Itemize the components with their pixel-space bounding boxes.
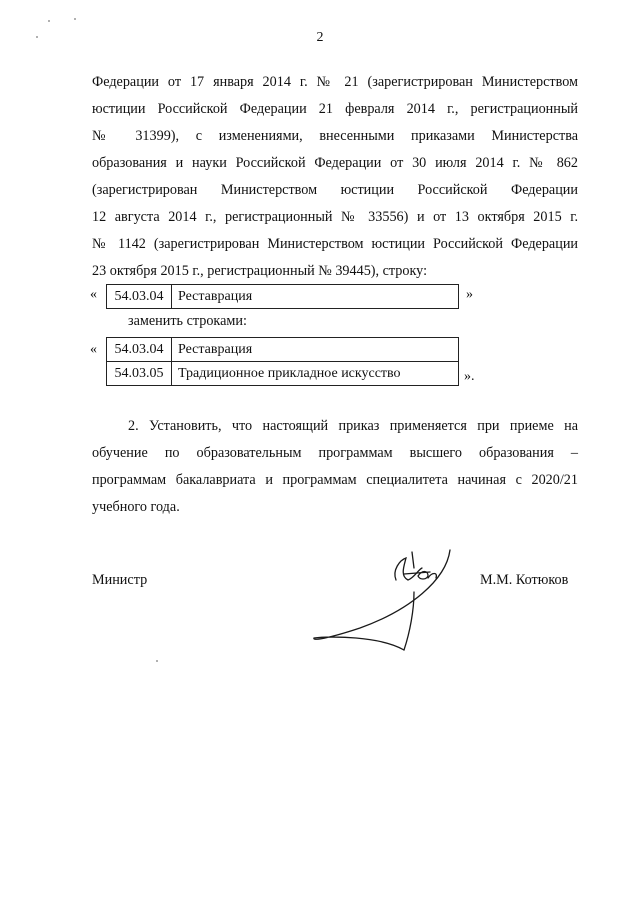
signatory-title: Министр [92, 572, 148, 588]
program-name: Реставрация [172, 285, 459, 309]
open-quote: « [90, 287, 97, 302]
program-code: 54.03.04 [107, 285, 172, 309]
table-new-rows [106, 337, 459, 386]
replace-label: заменить строками: [128, 313, 247, 329]
program-code: 54.03.05 [107, 362, 172, 386]
paragraph-amendment [92, 69, 578, 285]
text-line: программам бакалавриата и программам специалитета начиная с 2020/21 [92, 472, 578, 488]
program-name: Реставрация [172, 338, 459, 362]
text-line: юстиции Российской Федерации 21 февраля 2014 г., регистрационный [92, 101, 578, 117]
text-line: 2. Установить, что настоящий приказ применяется при приеме на [128, 418, 578, 434]
text-line: 23 октября 2015 г., регистрационный № 39445), строку: [92, 263, 428, 279]
table-row [107, 338, 459, 362]
close-quote: » [466, 287, 473, 302]
paragraph-effective-date [92, 413, 578, 521]
program-code: 54.03.04 [107, 338, 172, 362]
signatory-name: М.М. Котюков [480, 572, 569, 588]
scan-speck [48, 20, 50, 22]
text-line: (зарегистрирован Министерством юстиции Российской Федерации [92, 182, 578, 198]
table-row [107, 285, 459, 309]
close-quote: ». [464, 369, 475, 384]
text-line: № 1142 (зарегистрирован Министерством юстиции Российской Федерации [92, 236, 578, 252]
scan-speck [156, 660, 158, 662]
handwritten-signature [300, 540, 480, 660]
text-line: учебного года. [92, 499, 180, 515]
program-name: Традиционное прикладное искусство [172, 362, 459, 386]
scan-speck [74, 18, 76, 20]
text-line: образования и науки Российской Федерации от 30 июля 2014 г. № 862 [92, 155, 578, 171]
text-line: 12 августа 2014 г., регистрационный № 33556) и от 13 октября 2015 г. [92, 209, 578, 225]
text-line: обучение по образовательным программам высшего образования – [92, 445, 578, 461]
open-quote: « [90, 342, 97, 357]
page-number: 2 [316, 30, 324, 45]
scan-speck [36, 36, 38, 38]
table-row [107, 362, 459, 386]
text-line: № 31399), с изменениями, внесенными приказами Министерства [92, 128, 578, 144]
text-line: Федерации от 17 января 2014 г. № 21 (зарегистрирован Министерством [92, 74, 578, 90]
table-old-row [106, 284, 459, 309]
